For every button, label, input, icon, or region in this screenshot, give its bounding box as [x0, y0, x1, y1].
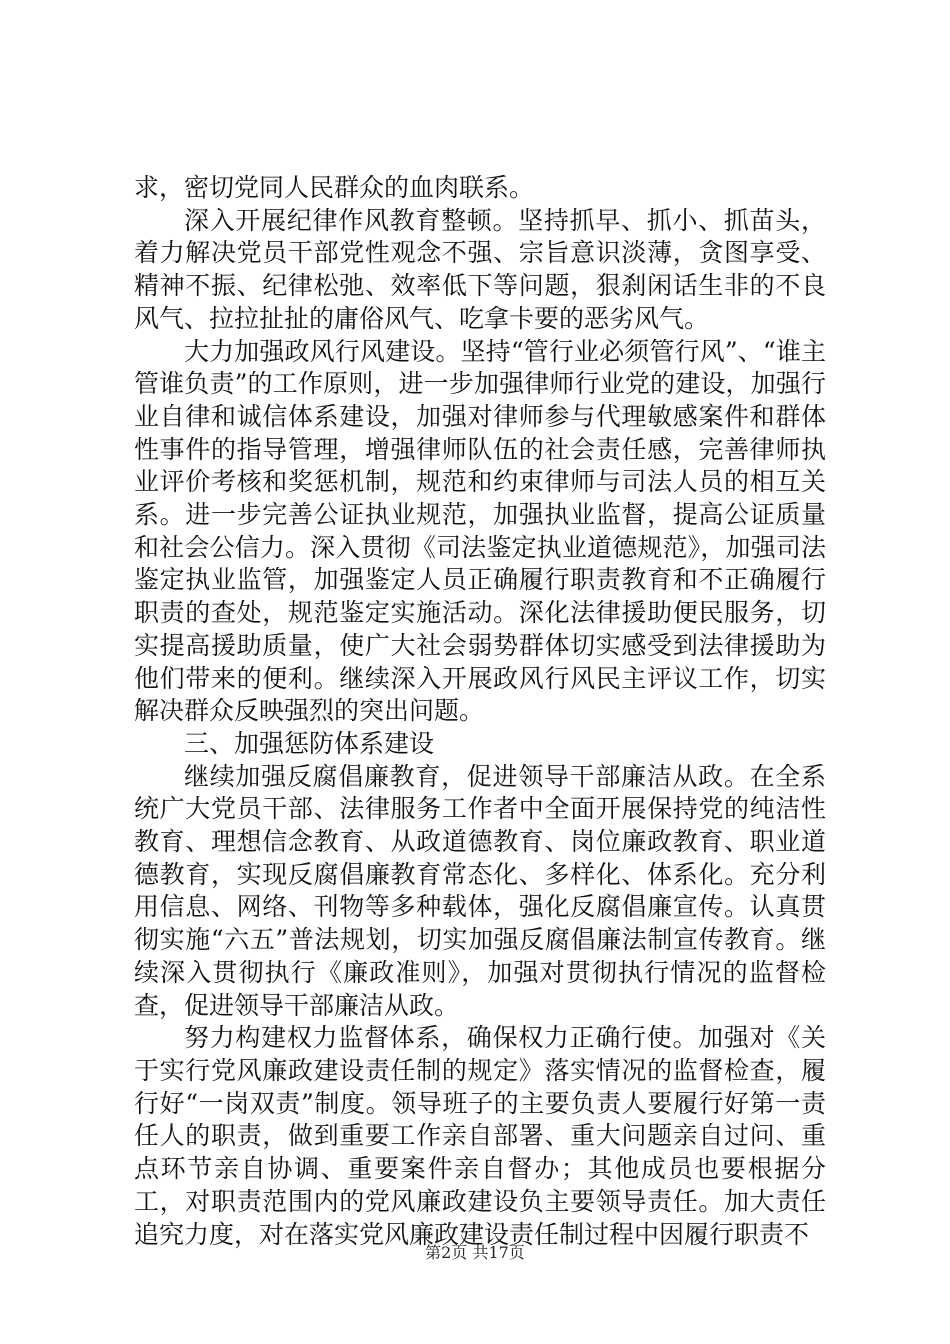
paragraph-continuation: 求，密切党同人民群众的血肉联系。: [134, 173, 535, 202]
section-heading: 三、加强惩防体系建设: [184, 728, 435, 758]
document-body: [134, 172, 826, 1251]
paragraph-anti-corruption-education: 继续加强反腐倡廉教育，促进领导干部廉洁从政。在全系统广大党员干部、法律服务工作者中全面开展保持党的纯洁性教育、理想信念教育、从政道德教育、岗位廉政教育、职业道德教育，实现反腐倡廉教育常态化、多样化、体系化。充分利用信息、网络、刊物等多种载体，强化反腐倡廉宣传。认真贯彻实施“六五”普法规划，切实加强反腐倡廉法制宣传教育。继续深入贯彻执行《廉政准则》，加强对贯彻执行情况的监督检查，促进领导干部廉洁从政。: [134, 761, 826, 1020]
paragraph-power-supervision: 努力构建权力监督体系，确保权力正确行使。加强对《关于实行党风廉政建设责任制的规定》落实情况的监督检查，履行好“一岗双责”制度。领导班子的主要负责人要履行好第一责任人的职责，做到重要工作亲自部署、重大问题亲自过问、重点环节亲自协调、重要案件亲自督办；其他成员也要根据分工，对职责范围内的党风廉政建设负主要领导责任。加大责任追究力度，对在落实党风廉政建设责任制过程中因履行职责不: [134, 1023, 826, 1249]
paragraph-industry-conduct: 大力加强政风行风建设。坚持“管行业必须管行风”、“谁主管谁负责”的工作原则，进一步加强律师行业党的建设，加强行业自律和诚信体系建设，加强对律师参与代理敏感案件和群体性事件的指导管理，增强律师队伍的社会责任感，完善律师执业评价考核和奖惩机制，规范和约束律师与司法人员的相互关系。进一步完善公证执业规范，加强执业监督，提高公证质量和社会公信力。深入贯彻《司法鉴定执业道德规范》，加强司法鉴定执业监管，加强鉴定人员正确履行职责教育和不正确履行职责的查处，规范鉴定实施活动。深化法律援助便民服务，切实提高援助质量，使广大社会弱势群体切实感受到法律援助为他们带来的便利。继续深入开展政风行风民主评议工作，切实解决群众反映强烈的突出问题。: [134, 336, 826, 726]
paragraph-discipline-rectification: 深入开展纪律作风教育整顿。坚持抓早、抓小、抓苗头，着力解决党员干部党性观念不强、宗旨意识淡薄，贪图享受、精神不振、纪律松弛、效率低下等问题，狠刹闲话生非的不良风气、拉拉扯扯的庸俗风气、吃拿卡要的恶劣风气。: [134, 205, 826, 333]
page-footer: 第2页 共17页: [425, 1243, 525, 1262]
